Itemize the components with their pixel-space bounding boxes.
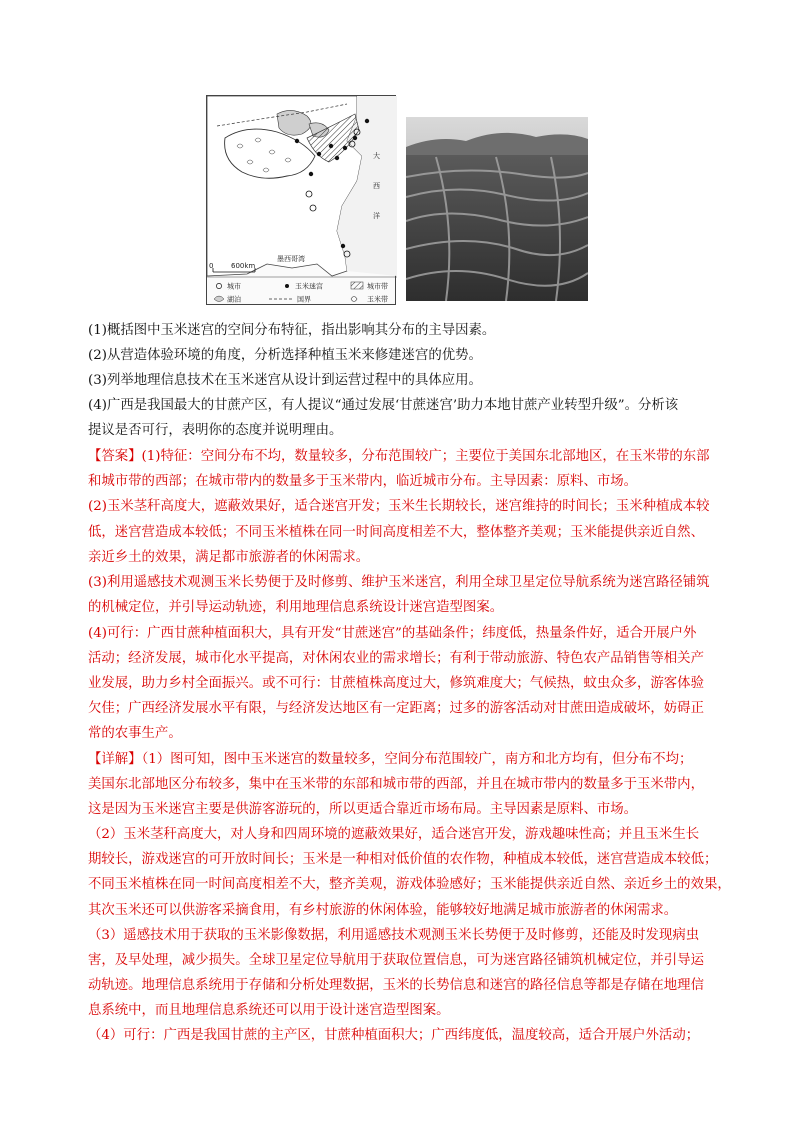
legend-label: 国界 — [297, 295, 311, 304]
text-line: (4)广西是我国最大的甘蔗产区，有人提议“通过发展‘甘蔗迷宫’助力本地甘蔗产业转型升级”。分析该 — [88, 398, 679, 413]
text-line: （4）可行：广西是我国甘蔗的主产区，甘蔗种植面积大；广西纬度低，温度较高，适合开展户外活动； — [88, 1028, 700, 1043]
text-line: 的机械定位，并引导运动轨迹，利用地理信息系统设计迷宫造型图案。 — [88, 600, 504, 615]
text-line: (2)玉米茎秆高度大，遮蔽效果好，适合迷宫开发；玉米生长期较长，迷宫维持的时间长；玉米种植成本较 — [88, 499, 710, 514]
text-line: 欠佳；广西经济发展水平有限，与经济发达地区有一定距离；过多的游客活动对甘蔗田造成破坏，妨碍正 — [88, 701, 704, 716]
text-line: (3)利用遥感技术观测玉米长势便于及时修剪、维护玉米迷宫，利用全球卫星定位导航系统为迷宫路径铺筑 — [88, 575, 710, 590]
map-svg — [207, 96, 397, 306]
photo-svg — [406, 117, 588, 301]
text-line: 其次玉米还可以供游客采摘食用，有乡村旅游的休闲体验，能够较好地满足城市旅游者的休闲需求。 — [88, 903, 678, 918]
legend-label: 湖泊 — [227, 295, 241, 304]
text-line: （2）玉米茎秆高度大，对人身和四周环境的遮蔽效果好，适合迷宫开发，游戏趣味性高；并且玉米生长 — [88, 827, 700, 842]
legend-label: 城市带 — [367, 282, 388, 291]
legend-label: 玉米带 — [367, 295, 388, 304]
figure-row — [206, 95, 596, 305]
text-line: （3）遥感技术用于获取的玉米影像数据，利用遥感技术观测玉米长势便于及时修剪，还能及时发现病虫 — [88, 928, 700, 943]
text-line: 【答案】(1)特征：空间分布不均，数量较多，分布范围较广；主要位于美国东北部地区，在玉米带的东部 — [88, 449, 710, 464]
text-line: (4)可行：广西甘蔗种植面积大，具有开发“甘蔗迷宫”的基础条件；纬度低，热量条件好，适合开展户外 — [88, 626, 697, 641]
text-line: 活动；经济发展，城市化水平提高，对休闲农业的需求增长；有利于带动旅游、特色农产品销售等相关产 — [88, 651, 704, 666]
city-icon — [216, 283, 221, 288]
text-line: (3)列举地理信息技术在玉米迷宫从设计到运营过程中的具体应用。 — [88, 373, 482, 388]
corn-maze-icon — [285, 284, 289, 288]
svg-text:0: 0 — [209, 262, 214, 270]
corn-belt-icon — [351, 297, 357, 302]
text-line: 期较长，游戏迷宫的可开放时间长；玉米是一种相对低价值的农作物，种植成本较低，迷宫营造成本较低； — [88, 852, 718, 867]
text-line: 低，迷宫营造成本较低；不同玉米植株在同一时间高度相差不大，整体整齐美观；玉米能提供亲近自然、 — [88, 525, 704, 540]
map-legend — [214, 282, 388, 304]
corn-maze-photo — [406, 117, 588, 301]
text-line: 常的农事生产。 — [88, 726, 182, 741]
map-label: 墨西哥湾 — [277, 255, 305, 263]
text-line: 害，及早处理，减少损失。全球卫星定位导航用于获取位置信息，可为迷宫路径铺筑机械定位，并引导运 — [88, 953, 704, 968]
text-line: 这是因为玉米迷宫主要是供游客游玩的，所以更适合靠近市场布局。主导因素是原料、市场。 — [88, 802, 638, 817]
map-label: 洋 — [373, 212, 380, 220]
map-label: 大 — [373, 152, 380, 160]
legend-label: 玉米迷宫 — [295, 282, 323, 291]
text-line: 息系统中，而且地理信息系统还可以用于设计迷宫造型图案。 — [88, 1003, 450, 1018]
text-line: 【详解】（1）图可知，图中玉米迷宫的数量较多，空间分布范围较广，南方和北方均有，但分布不均； — [88, 752, 693, 767]
map-label: 西 — [373, 182, 380, 190]
text-line: (1)概括图中玉米迷宫的空间分布特征，指出影响其分布的主导因素。 — [88, 323, 496, 338]
city-belt-icon — [351, 282, 363, 289]
lake-icon — [214, 296, 224, 302]
text-line: 不同玉米植株在同一时间高度相差不大，整齐美观，游戏体验感好；玉米能提供亲近自然、亲近乡土的效果， — [88, 877, 731, 892]
text-line: 和城市带的西部；在城市带内的数量多于玉米带内，临近城市分布。主导因素：原料、市场。 — [88, 474, 638, 489]
scale-label: 600km — [231, 262, 256, 270]
text-line: 提议是否可行，表明你的态度并说明理由。 — [88, 423, 343, 438]
text-line: (2)从营造体验环境的角度，分析选择种植玉米来修建迷宫的优势。 — [88, 348, 482, 363]
text-line: 动轨迹。地理信息系统用于存储和分析处理数据，玉米的长势信息和迷宫的路径信息等都是存储在地理信 — [88, 978, 704, 993]
text-line: 亲近乡土的效果，满足都市旅游者的休闲需求。 — [88, 550, 370, 565]
text-line: 业发展，助力乡村全面振兴。或不可行：甘蔗植株高度过大，修筑难度大；气候热，蚊虫众多，游客体验 — [88, 676, 704, 691]
legend-label: 城市 — [227, 282, 241, 291]
text-line: 美国东北部地区分布较多，集中在玉米带的东部和城市带的西部，并且在城市带内的数量多于玉米带内， — [88, 777, 704, 792]
corn-maze-distribution-map — [206, 95, 396, 305]
